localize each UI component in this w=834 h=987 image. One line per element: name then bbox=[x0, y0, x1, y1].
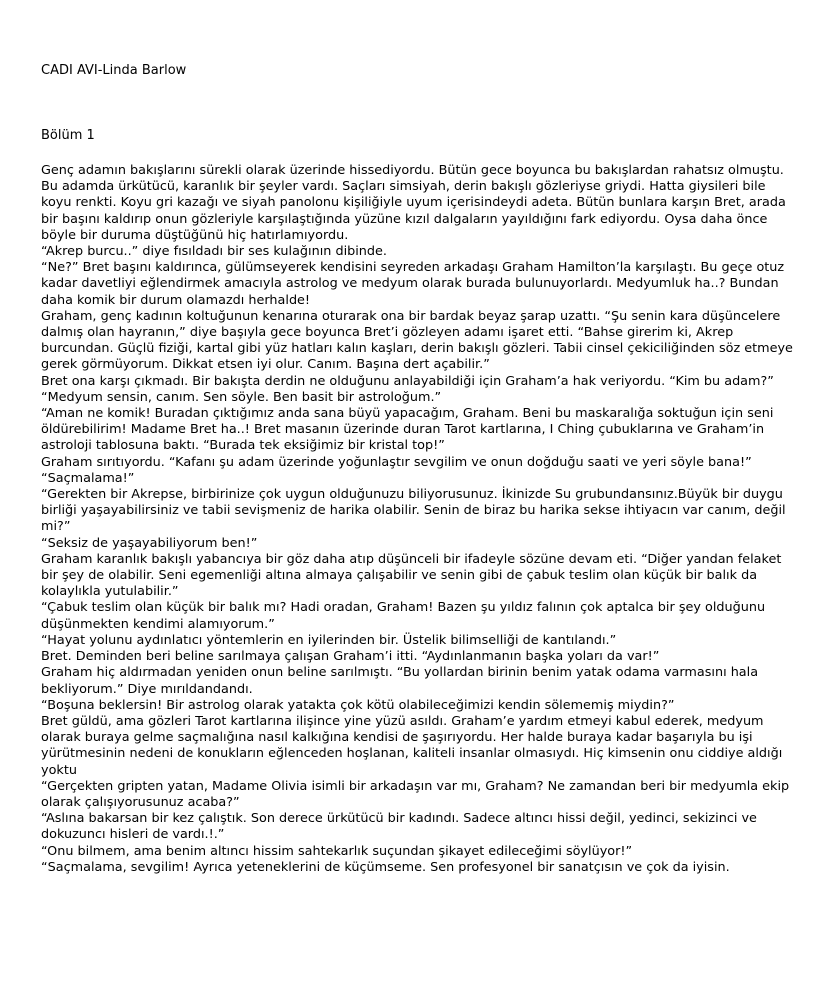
paragraph: “Aman ne komik! Buradan çıktığımız anda sana büyü yapacağım, Graham. Beni bu maskaralığa soktuğun için seni öldürebilirim! Madame Bret ha..! Bret masanın üzerinde duran Tarot kartlarına, I Ching çubuklarına ve Graham’in astroloji tablosuna baktı. “Burada tek eksiğimiz bir kristal top!” bbox=[41, 406, 774, 454]
chapter-heading: Bölüm 1 bbox=[41, 128, 95, 143]
paragraph: Genç adamın bakışlarını sürekli olarak üzerinde hissediyordu. Bütün gece boyunca bu bakışlardan rahatsız olmuştu. bbox=[41, 163, 784, 178]
paragraph: Graham sırıtıyordu. “Kafanı şu adam üzerinde yoğunlaştır sevgilim ve onun doğduğu saati ve yeri söyle bana!” bbox=[41, 454, 752, 470]
paragraph: “Ne?” Bret başını kaldırınca, gülümseyerek kendisini seyreden arkadaşı Graham Hamilton’la karşılaştı. Bu geçe otuz kadar davetliyi eğlendirmek amacıyla astrolog ve medyum olarak burada bulunuyorlardı. Medyumluk ha..? Bundan daha komik bir durum olamazdı herhalde! bbox=[41, 260, 785, 308]
paragraph: “Aslına bakarsan bir kez çalıştık. Son derece ürkütücü bir kadındı. Sadece altıncı hissi değil, yedinci, sekizinci ve dokuzuncı hisleri de vardı.!.” bbox=[41, 811, 757, 843]
paragraph: “Seksiz de yaşayabiliyorum ben!” bbox=[41, 535, 258, 551]
paragraph: Bu adamda ürkütücü, karanlık bir şeyler vardı. Saçları simsiyah, derin bakışlı gözleriyse griydi. Hatta giysileri bile koyu renkti. Koyu gri kazağı ve siyah panolonu kişiliğiyle uyum içerisindeydi adeta. Bütün bunlara karşın Bret, arada bir başını kaldırıp onun gözleriyle karşılaştığında yüzüne kızıl dalgaların yayıldığını fark ediyordu. Oysa daha önce böyle bir duruma düştüğünü hiç hatırlamıyordu. bbox=[41, 179, 786, 243]
paragraph: Bret güldü, ama gözleri Tarot kartlarına ilişince yine yüzü asıldı. Graham’e yardım etmeyi kabul ederek, medyum olarak buraya gelme saçmalığına nasıl kalkığına kendisi de şaşırıyordu. Her halde buraya kadar başarıyla bu işi yürütmesinin nedeni de konukların eğlenceden hoşlanan, kaliteli insanlar olmasıydı. Hiç kimsenin onu ciddiye aldığı yoktu bbox=[41, 713, 783, 778]
document-title: CADI AVI-Linda Barlow bbox=[41, 63, 187, 78]
paragraph: Graham, genç kadının koltuğunun kenarına oturarak ona bir bardak beyaz şarap uzattı. “Şu senin kara düşüncelere dalmış olan hayranın,” diye başıyla gece boyunca Bret’i gözleyen adamı işaret etti. “Bahse girerim ki, Akrep burcundan. Güçlü fiziği, kartal gibi yüz hatları kalın kaşları, derin bakışlı gözleri. Tabii cinsel çekiciliğinden söz etmeye gerek görmüyorum. Dikkat etsen iyi olur. Canım. Başına dert açabilir.” bbox=[41, 308, 793, 373]
paragraph: Bret. Deminden beri beline sarılmaya çalışan Graham’i itti. “Aydınlanmanın başka yoları da var!” bbox=[41, 649, 660, 665]
paragraph: “Gerekten bir Akrepse, birbirinize çok uygun olduğunuzu biliyorusunuz. İkinizde Su grubundansınız.Büyük bir duygu birliği yaşayabilirsiniz ve tabii sevişmeniz de harika olabilir. Senin de biraz bu harika sekse ihtiyacın var canım, değil mi?” bbox=[41, 487, 786, 535]
paragraph: “Gerçekten gripten yatan, Madame Olivia isimli bir arkadaşın var mı, Graham? Ne zamandan beri bir medyumla ekip olarak çalışıyorusunuz acaba?” bbox=[41, 778, 790, 810]
paragraph: Bret ona karşı çıkmadı. Bir bakışta derdin ne olduğunu anlayabildiği için Graham’a hak veriyordu. “Kim bu adam?” bbox=[41, 373, 774, 389]
paragraph: “Akrep burcu..” diye fısıldadı bir ses kulağının dibinde. bbox=[41, 244, 387, 260]
paragraph: “Hayat yolunu aydınlatıcı yöntemlerin en iyilerinden bir. Üstelik bilimselliği de kantılandı.” bbox=[41, 632, 617, 648]
document-body bbox=[41, 163, 793, 876]
paragraph: “Saçmalama, sevgilim! Ayrıca yeteneklerini de küçümseme. Sen profesyonel bir sanatçısın ve çok da iyisin. bbox=[41, 859, 730, 875]
paragraph: “Çabuk teslim olan küçük bir balık mı? Hadi oradan, Graham! Bazen şu yıldız falının çok aptalca bir şey olduğunu düşünmekten kendimi alamıyorum.” bbox=[41, 600, 766, 632]
paragraph: “Boşuna beklersin! Bir astrolog olarak yatakta çok kötü olabileceğimizi kendin sölememiş miydin?” bbox=[41, 697, 675, 713]
paragraph: “Medyum sensin, canım. Sen söyle. Ben basit bir astroloğum.” bbox=[41, 389, 442, 405]
paragraph: “Onu bilmem, ama benim altıncı hissim sahtekarlık suçundan şikayet edileceğimi söylüyor!” bbox=[41, 843, 633, 859]
paragraph: Graham hiç aldırmadan yeniden onun beline sarılmıştı. “Bu yollardan birinin benim yatak odama varmasını hala bekliyorum.” Diye mırıldandandı. bbox=[41, 665, 759, 697]
paragraph: “Saçmalama!” bbox=[41, 470, 135, 486]
paragraph: Graham karanlık bakışlı yabancıya bir göz daha atıp düşünceli bir ifadeyle sözüne devam eti. “Diğer yandan felaket bir şey de olabilir. Seni egemenliği altına almaya çalışabilir ve senin gibi de çabuk teslim olan küçük bir balık da kolaylıkla yutulabilir.” bbox=[41, 551, 782, 600]
